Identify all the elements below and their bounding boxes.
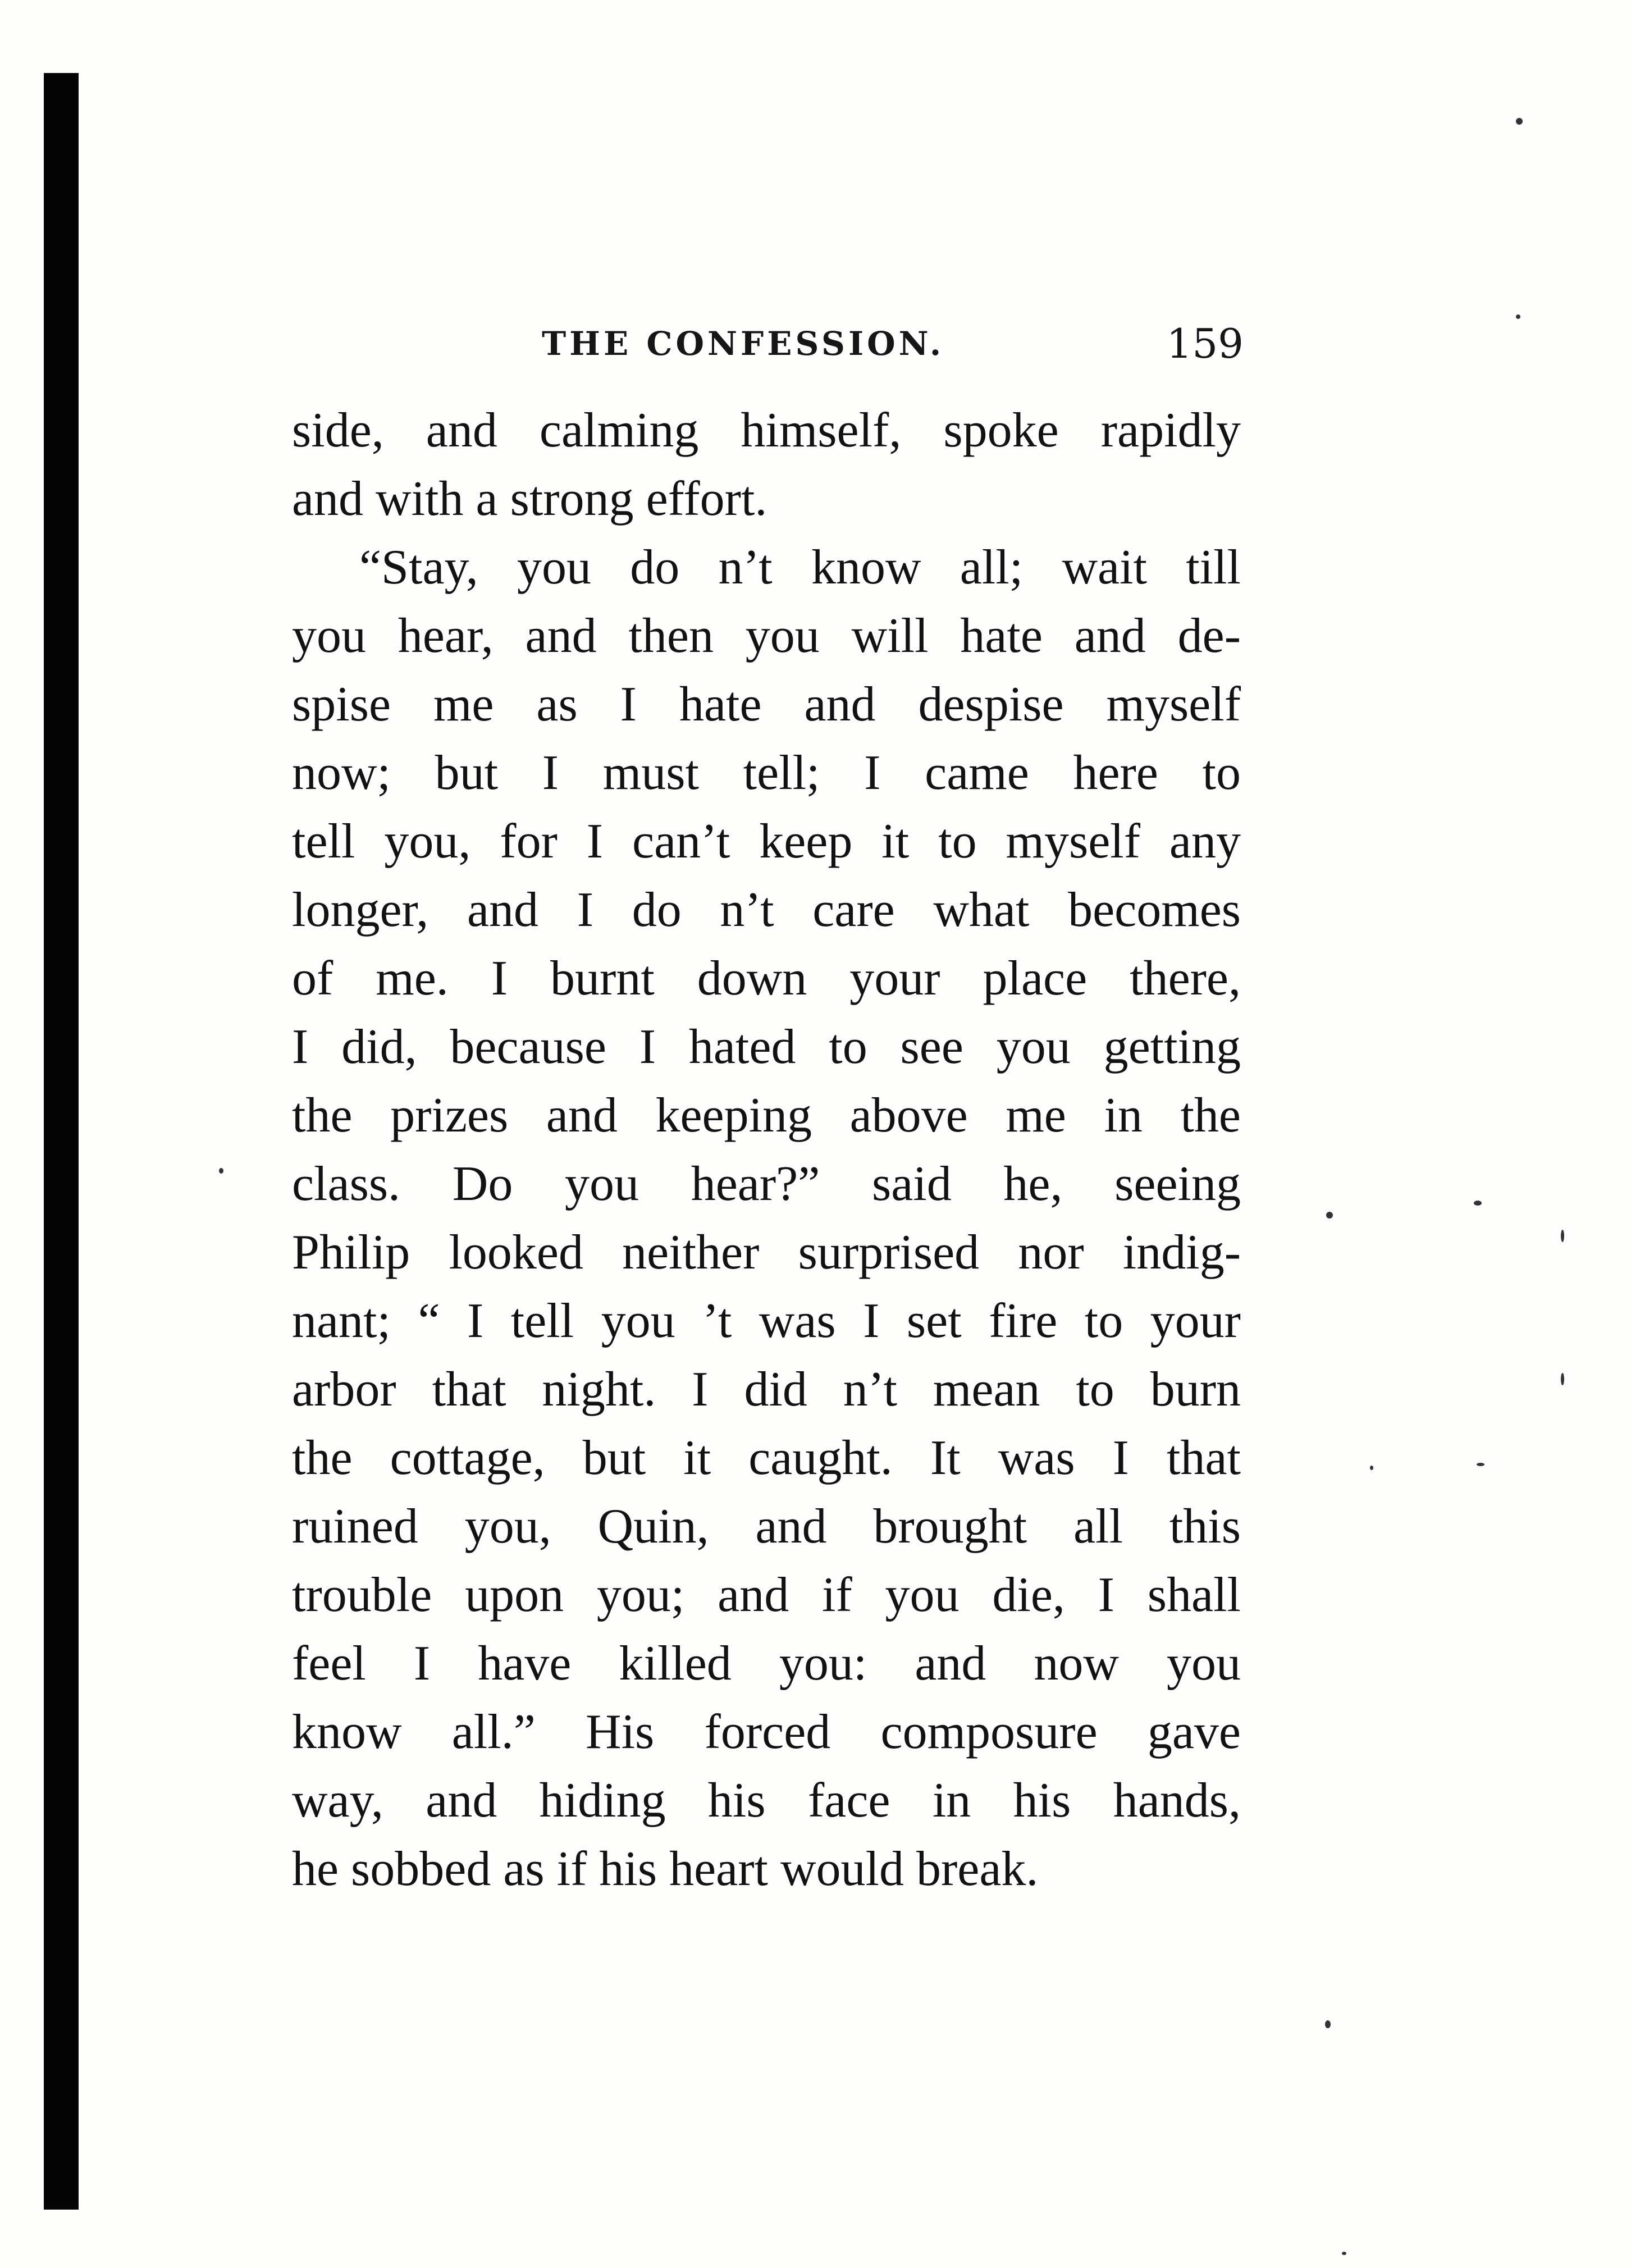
text-line: feel I have killed you: and now you [292,1636,1241,1691]
text-line: ruined you, Quin, and brought all this [292,1499,1241,1554]
text-line: class. Do you hear?” said he, seeing [292,1157,1241,1211]
text-line: the cottage, but it caught. It was I that [292,1431,1241,1485]
text-line: side, and calming himself, spoke rapidly [292,403,1241,458]
scan-speck [1516,118,1523,125]
text-line: know all.” His forced composure gave [292,1705,1241,1759]
text-line: Philip looked neither surprised nor indig- [292,1225,1241,1280]
text-line: arbor that night. I did n’t mean to burn [292,1362,1241,1417]
text-line: I did, because I hated to see you getting [292,1020,1241,1074]
scan-speck [1474,1201,1482,1206]
text-line: trouble upon you; and if you die, I shall [292,1568,1241,1622]
text-line: he sobbed as if his heart would break. [292,1842,1039,1896]
text-line: spise me as I hate and despise myself [292,677,1241,732]
text-line: you hear, and then you will hate and de- [292,609,1241,663]
scan-speck [1325,2020,1331,2028]
text-line: the prizes and keeping above me in the [292,1088,1241,1143]
text-line: “Stay, you do n’t know all; wait till [359,540,1241,595]
body-text [292,396,1241,1904]
text-line: longer, and I do n’t care what becomes [292,883,1241,937]
text-line: way, and hiding his face in his hands, [292,1773,1241,1828]
text-line: and with a strong effort. [292,472,767,526]
scan-speck [1370,1466,1373,1470]
page-header [295,320,1244,382]
text-line: tell you, for I can’t keep it to myself any [292,814,1241,869]
binding-edge [44,73,79,2210]
text-line: nant; “ I tell you ’t was I set fire to your [292,1294,1241,1348]
scan-speck [1326,1212,1333,1219]
scan-speck [1561,1373,1564,1385]
scan-speck [1477,1463,1484,1466]
text-line: now; but I must tell; I came here to [292,746,1241,800]
scan-speck [1342,2252,1346,2255]
text-line: of me. I burnt down your place there, [292,951,1241,1006]
page-number: 159 [1166,320,1244,367]
running-title: THE CONFESSION. [542,325,945,363]
scan-speck [219,1168,223,1174]
scan-speck [1516,314,1520,319]
scan-speck [1561,1230,1564,1242]
